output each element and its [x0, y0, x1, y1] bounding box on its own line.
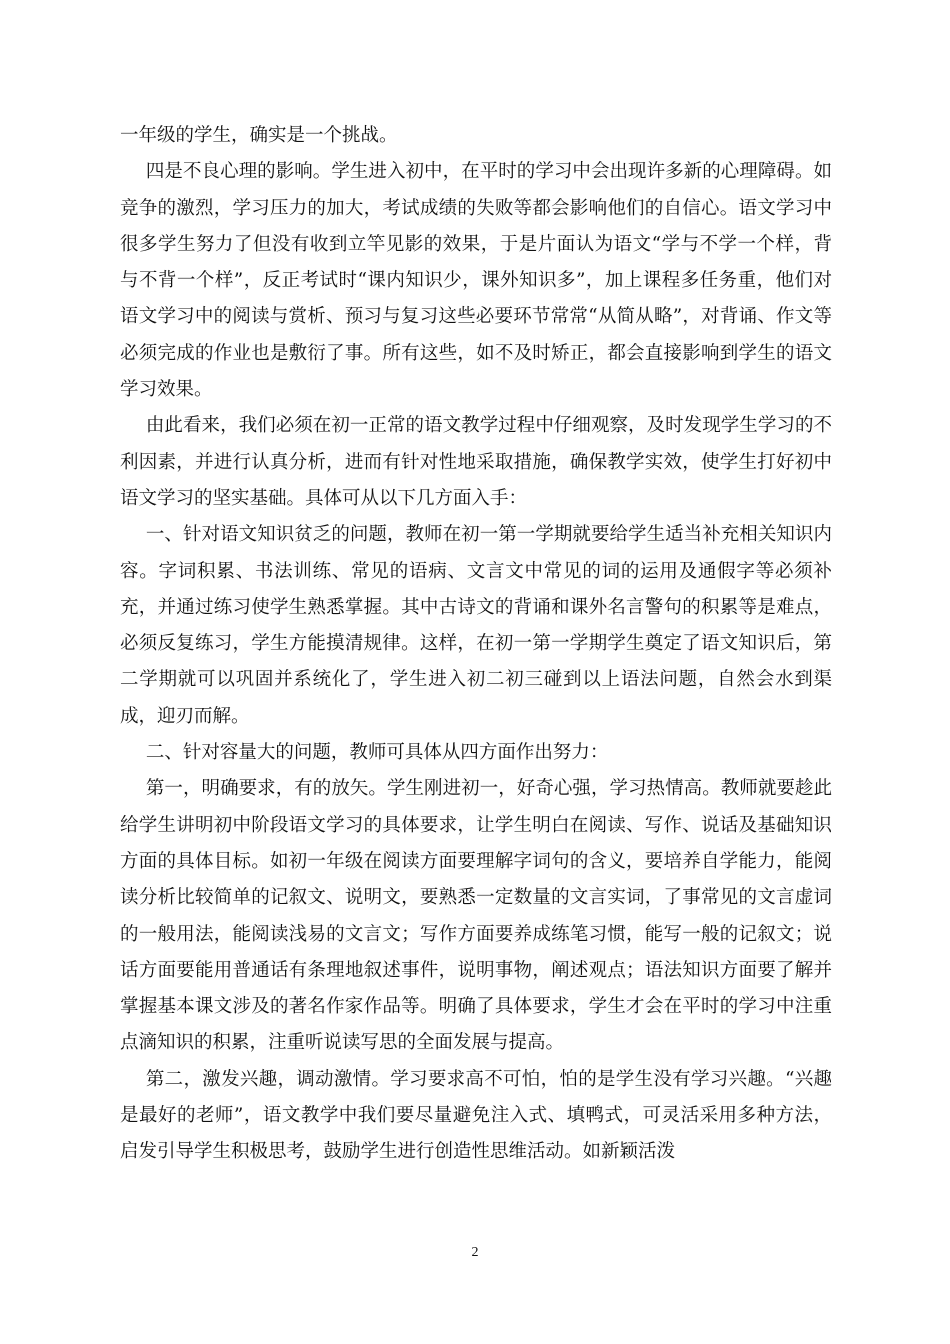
paragraph-3: 由此看来，我们必须在初一正常的语文教学过程中仔细观察，及时发现学生学习的不利因素，并进行认真分析，进而有针对性地采取措施，确保教学实效，使学生打好初中语文学习的坚实基础。具体可从以下几方面入手： [120, 415, 832, 509]
paragraph-5: 二、针对容量大的问题，教师可具体从四方面作出努力： [145, 742, 609, 764]
paragraph-4: 一、针对语文知识贫乏的问题，教师在初一第一学期就要给学生适当补充相关知识内容。字词积累、书法训练、常见的语病、文言文中常见的词的运用及通假字等必须补充，并通过练习使学生熟悉掌握。其中古诗文的背诵和课外名言警句的积累等是难点，必须反复练习，学生方能摸清规律。这样，在初一第一学期学生奠定了语文知识后，第二学期就可以巩固并系统化了，学生进入初二初三碰到以上语法问题，自然会水到渠成，迎刃而解。 [120, 524, 832, 727]
paragraph-6: 第一，明确要求，有的放矢。学生刚进初一，好奇心强，学习热情高。教师就要趁此给学生讲明初中阶段语文学习的具体要求，让学生明白在阅读、写作、说话及基础知识方面的具体目标。如初一年级在阅读方面要理解字词句的含义，要培养自学能力，能阅读分析比较简单的记叙文、说明文，要熟悉一定数量的文言实词，了事常见的文言虚词的一般用法，能阅读浅易的文言文；写作方面要养成练笔习惯，能写一般的记叙文；说话方面要能用普通话有条理地叙述事件，说明事物，阐述观点；语法知识方面要了解并掌握基本课文涉及的著名作家作品等。明确了具体要求，学生才会在平时的学习中注重点滴知识的积累，注重听说读写思的全面发展与提高。 [120, 778, 832, 1054]
paragraph-2: 四是不良心理的影响。学生进入初中，在平时的学习中会出现许多新的心理障碍。如竞争的激烈，学习压力的加大，考试成绩的失败等都会影响他们的自信心。语文学习中很多学生努力了但没有收到立竿见影的效果，于是片面认为语文“学与不学一个样，背与不背一个样”，反正考试时“课内知识少，课外知识多”，加上课程多任务重，他们对语文学习中的阅读与赏析、预习与复习这些必要环节常常“从简从略”，对背诵、作文等必须完成的作业也是敷衍了事。所有这些，如不及时矫正，都会直接影响到学生的语文学习效果。 [120, 161, 832, 401]
paragraph-1: 一年级的学生，确实是一个挑战。 [120, 125, 398, 146]
body-text [120, 118, 832, 1171]
page-number: 2 [471, 1245, 479, 1260]
paragraph-7: 第二，激发兴趣，调动激情。学习要求高不可怕，怕的是学生没有学习兴趣。“兴趣是最好的老师”，语文教学中我们要尽量避免注入式、填鸭式，可灵活采用多种方法，启发引导学生积极思考，鼓励学生进行创造性思维活动。如新颖活泼 [120, 1068, 832, 1163]
